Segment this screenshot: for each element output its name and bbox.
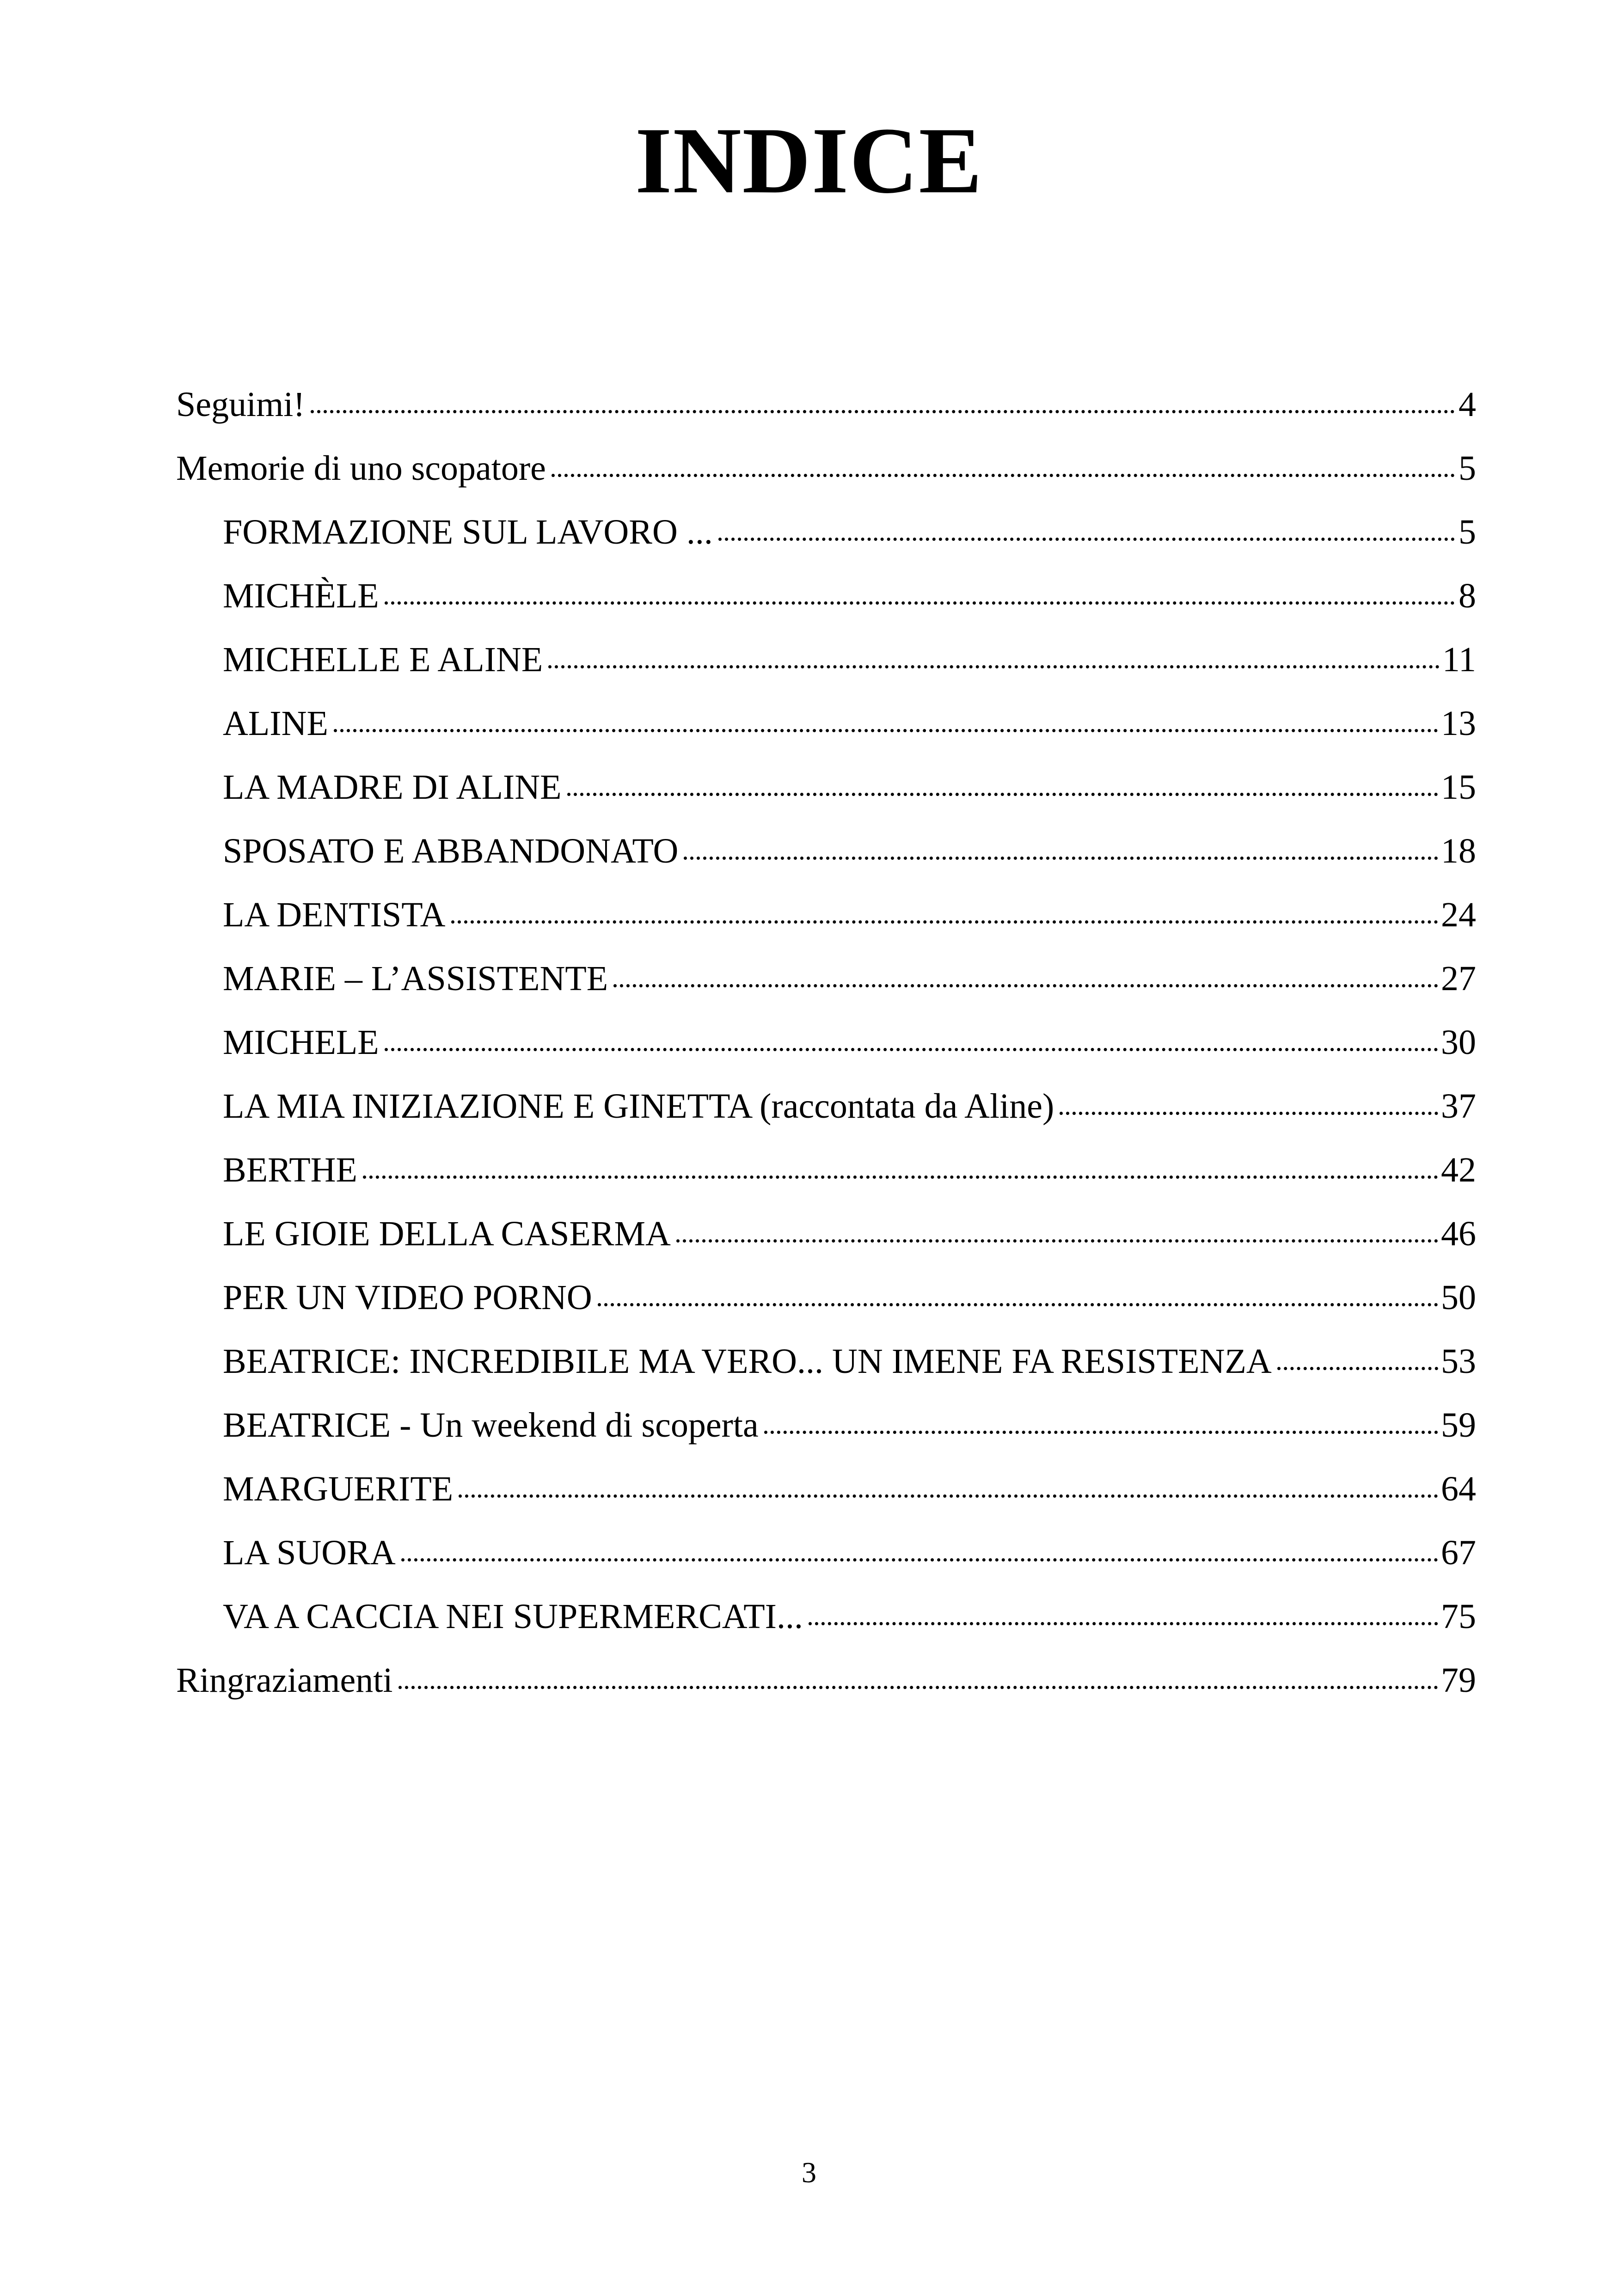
dot-leader: [385, 1039, 1438, 1051]
toc-entry[interactable]: [176, 1074, 1476, 1138]
toc-entry[interactable]: [176, 1329, 1476, 1393]
toc-entry[interactable]: [176, 883, 1476, 947]
toc-entry-title: Seguimi!: [176, 385, 305, 424]
toc-entry[interactable]: [176, 1393, 1476, 1457]
toc-entry-page: 53: [1441, 1342, 1476, 1381]
toc-entry-title: VA A CACCIA NEI SUPERMERCATI...: [223, 1597, 803, 1636]
dot-leader: [567, 784, 1438, 796]
dot-leader: [764, 1421, 1438, 1434]
toc-entry-page: 42: [1441, 1151, 1476, 1189]
toc-entry-title: LA MIA INIZIAZIONE E GINETTA (raccontata da Aline): [223, 1087, 1054, 1126]
toc-entry-page: 5: [1459, 513, 1476, 551]
toc-entry-page: 67: [1441, 1533, 1476, 1572]
dot-leader: [1060, 1102, 1438, 1115]
toc-entry-title: MICHÈLE: [223, 576, 379, 615]
toc-entry[interactable]: [176, 1202, 1476, 1266]
toc-entry-page: 75: [1441, 1597, 1476, 1636]
dot-leader: [334, 720, 1438, 732]
toc-entry-page: 5: [1459, 449, 1476, 488]
toc-entry-page: 79: [1441, 1661, 1476, 1700]
dot-leader: [718, 528, 1455, 541]
toc-entry-title: MARGUERITE: [223, 1469, 454, 1508]
toc-entry[interactable]: [176, 1648, 1476, 1712]
toc-entry-title: FORMAZIONE SUL LAVORO ...: [223, 513, 713, 551]
dot-leader: [451, 911, 1438, 924]
toc-entry-title: MICHELE: [223, 1023, 379, 1062]
page-number: 3: [802, 2156, 816, 2189]
toc-entry[interactable]: [176, 373, 1476, 436]
toc-entry[interactable]: [176, 1010, 1476, 1074]
dot-leader: [548, 656, 1440, 668]
dot-leader: [401, 1549, 1438, 1561]
dot-leader: [1277, 1358, 1438, 1370]
dot-leader: [385, 592, 1455, 605]
toc-entry-page: 50: [1441, 1278, 1476, 1317]
toc-entry[interactable]: [176, 1521, 1476, 1585]
toc-entry-page: 4: [1459, 385, 1476, 424]
toc-entry[interactable]: [176, 1138, 1476, 1202]
toc-entry-page: 18: [1441, 832, 1476, 870]
toc-entry[interactable]: [176, 1585, 1476, 1648]
dot-leader: [398, 1677, 1438, 1689]
dot-leader: [311, 401, 1455, 413]
toc-entry[interactable]: [176, 947, 1476, 1010]
toc-entry-page: 24: [1441, 895, 1476, 934]
toc-entry-page: 37: [1441, 1087, 1476, 1126]
toc-entry[interactable]: [176, 755, 1476, 819]
toc-entry-title: MARIE – L’ASSISTENTE: [223, 959, 608, 998]
dot-leader: [676, 1230, 1438, 1243]
toc-entry-page: 46: [1441, 1214, 1476, 1253]
toc-entry-title: LA DENTISTA: [223, 895, 446, 934]
toc-entry-title: LA SUORA: [223, 1533, 396, 1572]
toc-entry-title: BEATRICE: INCREDIBILE MA VERO... UN IMENE FA RESISTENZA: [223, 1342, 1272, 1381]
dot-leader: [684, 847, 1438, 860]
toc-entry-title: SPOSATO E ABBANDONATO: [223, 832, 679, 870]
toc-entry[interactable]: [176, 500, 1476, 564]
toc-entry-title: BERTHE: [223, 1151, 357, 1189]
toc-entry-page: 11: [1442, 640, 1476, 679]
toc-entry-title: Memorie di uno scopatore: [176, 449, 546, 488]
dot-leader: [552, 465, 1455, 477]
toc-entry-title: ALINE: [223, 704, 328, 743]
toc-entry[interactable]: [176, 564, 1476, 628]
toc-entry-page: 8: [1459, 576, 1476, 615]
page-title: INDICE: [635, 108, 983, 213]
toc-entry-page: 13: [1441, 704, 1476, 743]
dot-leader: [809, 1613, 1438, 1625]
toc-entry-title: MICHELLE E ALINE: [223, 640, 543, 679]
dot-leader: [363, 1166, 1438, 1179]
dot-leader: [598, 1294, 1438, 1306]
toc-entry[interactable]: [176, 628, 1476, 692]
toc-entry[interactable]: [176, 1266, 1476, 1329]
toc-entry[interactable]: [176, 436, 1476, 500]
toc-entry-title: BEATRICE - Un weekend di scoperta: [223, 1406, 759, 1445]
toc-entry-page: 27: [1441, 959, 1476, 998]
toc-entry[interactable]: [176, 1457, 1476, 1521]
toc-entry-page: 64: [1441, 1469, 1476, 1508]
toc-entry-page: 15: [1441, 768, 1476, 807]
toc-entry-page: 59: [1441, 1406, 1476, 1445]
toc-entry-title: PER UN VIDEO PORNO: [223, 1278, 592, 1317]
toc-entry-title: LA MADRE DI ALINE: [223, 768, 562, 807]
table-of-contents: [176, 373, 1476, 1712]
toc-entry[interactable]: [176, 819, 1476, 883]
dot-leader: [613, 975, 1438, 987]
toc-entry[interactable]: [176, 692, 1476, 755]
toc-entry-title: LE GIOIE DELLA CASERMA: [223, 1214, 671, 1253]
dot-leader: [459, 1485, 1438, 1498]
toc-entry-title: Ringraziamenti: [176, 1661, 393, 1700]
toc-entry-page: 30: [1441, 1023, 1476, 1062]
